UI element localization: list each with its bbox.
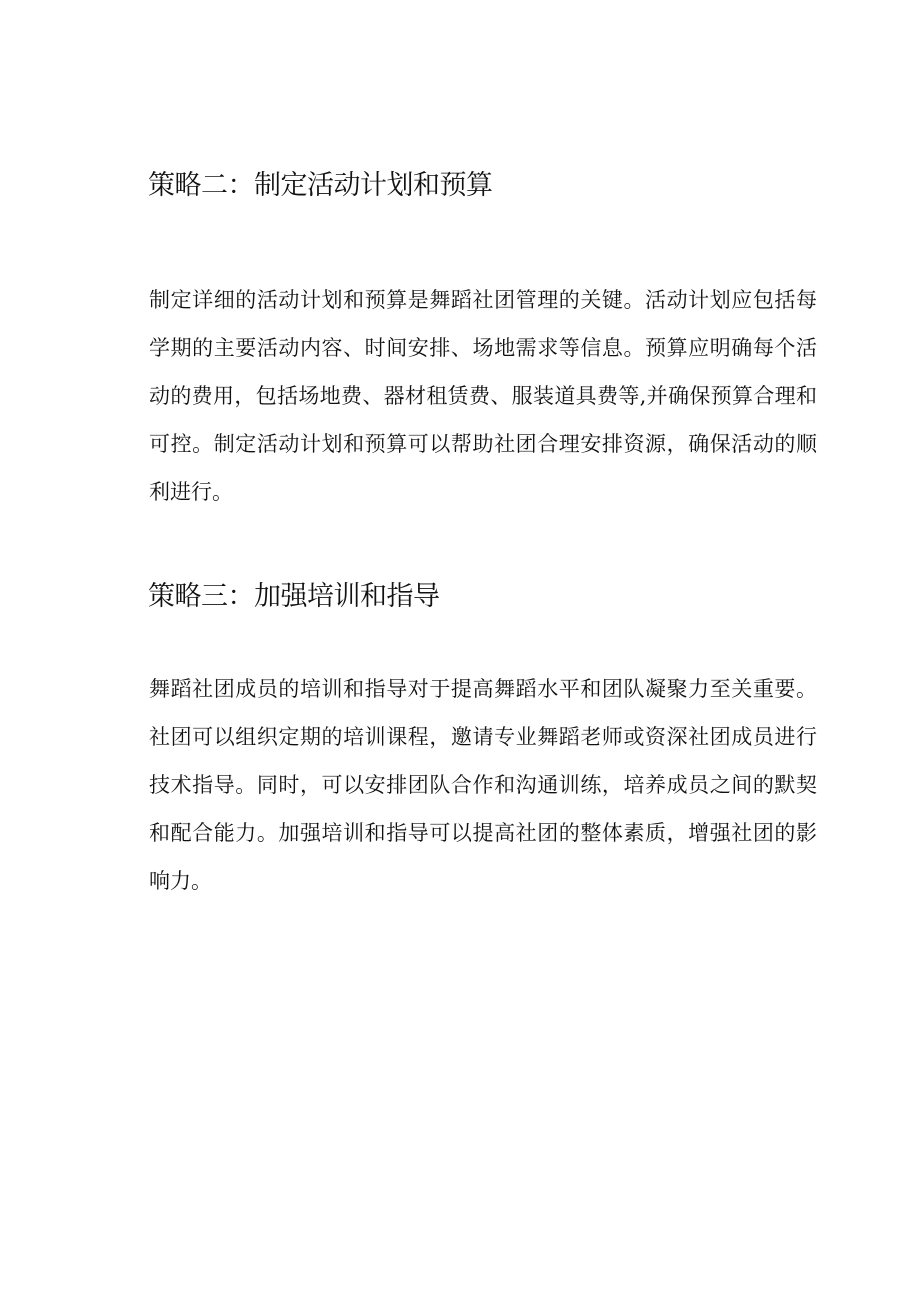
section-heading-strategy-3: 策略三：加强培训和指导: [148, 581, 440, 612]
section-heading-strategy-2: 策略二：制定活动计划和预算: [148, 170, 493, 201]
section-paragraph-strategy-2: 制定详细的活动计划和预算是舞蹈社团管理的关键。活动计划应包括每学期的主要活动内容、时间安排、场地需求等信息。预算应明确每个活动的费用，包括场地费、器材租赁费、服装道具费等,并确保预算合理和可控。制定活动计划和预算可以帮助社团合理安排资源，确保活动的顺利进行。: [149, 288, 817, 504]
section-paragraph-strategy-3: 舞蹈社团成员的培训和指导对于提高舞蹈水平和团队凝聚力至关重要。社团可以组织定期的培训课程，邀请专业舞蹈老师或资深社团成员进行技术指导。同时，可以安排团队合作和沟通训练，培养成员之间的默契和配合能力。加强培训和指导可以提高社团的整体素质，增强社团的影响力。: [149, 677, 817, 893]
